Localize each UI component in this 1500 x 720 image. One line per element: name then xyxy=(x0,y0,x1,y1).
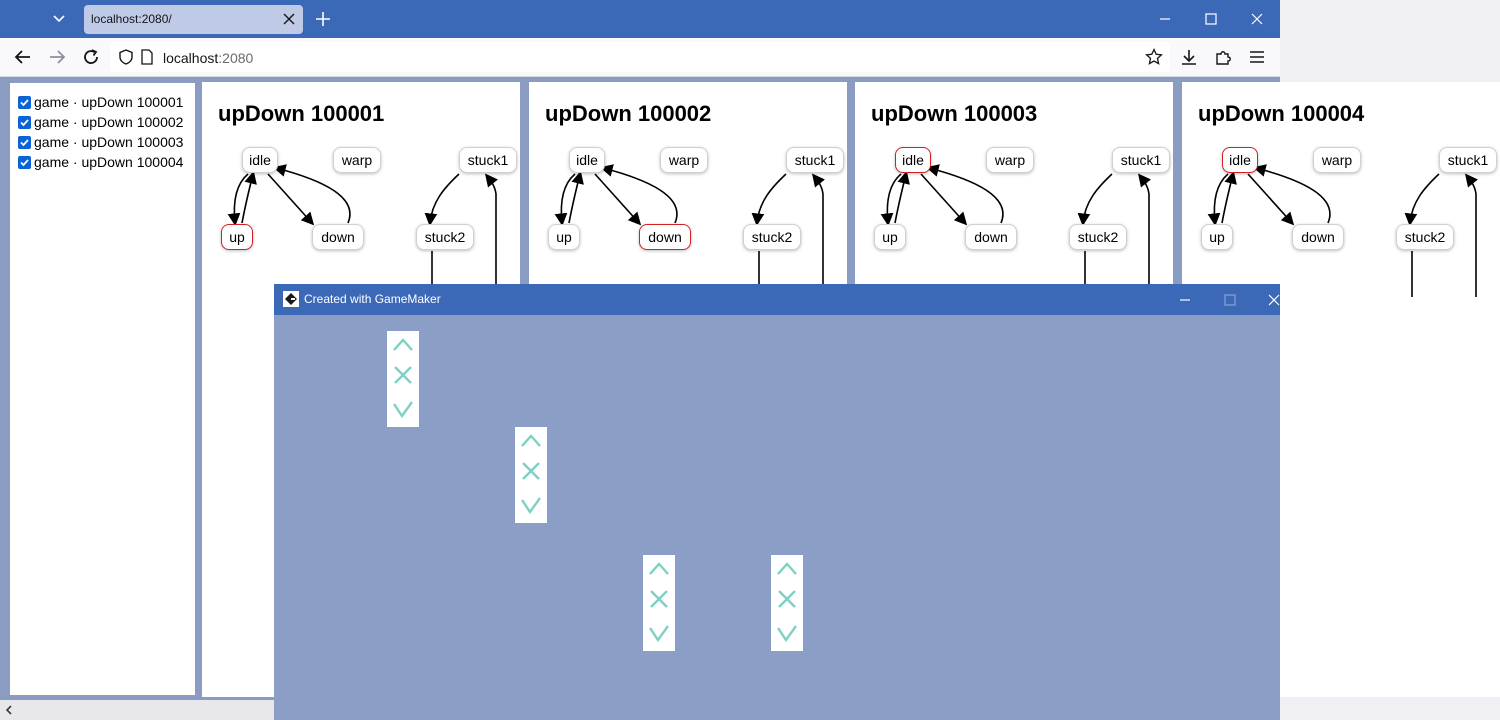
game-list-label: game · upDown 100003 xyxy=(34,134,184,150)
checkbox[interactable] xyxy=(18,136,31,149)
back-arrow-icon xyxy=(14,48,32,66)
shield-icon[interactable] xyxy=(118,49,134,65)
state-node-idle[interactable]: idle xyxy=(895,147,931,173)
edge-up-stuck1 xyxy=(814,176,823,297)
reload-icon xyxy=(82,48,100,66)
check-icon[interactable] xyxy=(391,397,415,421)
edge-up-idle xyxy=(895,174,906,223)
edge-idle-down xyxy=(921,174,965,223)
gm-close-button[interactable] xyxy=(1254,284,1294,315)
state-node-idle[interactable]: idle xyxy=(569,147,605,173)
edge-stuck1-stuck2 xyxy=(757,174,786,223)
edge-idle-up-1 xyxy=(561,174,575,223)
gm-maximize-button[interactable] xyxy=(1210,284,1250,315)
chevron-down-icon xyxy=(52,14,66,24)
minimize-button[interactable] xyxy=(1142,0,1188,38)
window-close-button[interactable] xyxy=(1234,0,1280,38)
x-icon[interactable] xyxy=(519,459,543,483)
maximize-icon xyxy=(1205,13,1217,25)
extensions-button[interactable] xyxy=(1208,42,1238,72)
state-node-down[interactable]: down xyxy=(639,224,691,250)
minimize-icon xyxy=(1159,13,1171,25)
forward-button[interactable] xyxy=(42,42,72,72)
gamemaker-logo-icon xyxy=(283,291,299,307)
nav-toolbar xyxy=(0,38,1280,77)
state-node-up[interactable]: up xyxy=(874,224,906,250)
caret-up-icon[interactable] xyxy=(519,429,543,453)
edge-up-stuck1 xyxy=(1140,176,1149,297)
x-icon[interactable] xyxy=(775,587,799,611)
game-list-item[interactable] xyxy=(18,153,183,171)
state-node-stuck2[interactable]: stuck2 xyxy=(416,224,474,250)
state-node-stuck2[interactable]: stuck2 xyxy=(1396,224,1454,250)
edge-idle-up-1 xyxy=(234,174,248,223)
control-column xyxy=(387,331,419,427)
close-icon[interactable] xyxy=(281,11,297,27)
download-icon xyxy=(1180,48,1198,66)
state-node-up[interactable]: up xyxy=(221,224,253,250)
browser-titlebar xyxy=(0,0,1280,38)
game-list-label: game · upDown 100002 xyxy=(34,114,184,130)
state-node-stuck1[interactable]: stuck1 xyxy=(786,147,844,173)
edge-idle-down xyxy=(268,174,312,223)
edge-stuck1-stuck2 xyxy=(1410,174,1439,223)
url-text[interactable] xyxy=(163,50,253,66)
caret-up-icon[interactable] xyxy=(775,557,799,581)
bookmark-button[interactable] xyxy=(1139,42,1169,72)
edge-up-stuck1 xyxy=(1467,176,1476,297)
state-node-idle[interactable]: idle xyxy=(242,147,278,173)
url-port: :2080 xyxy=(218,50,254,66)
forward-arrow-icon xyxy=(48,48,66,66)
horizontal-scrollbar[interactable] xyxy=(0,700,274,720)
edge-up-idle xyxy=(1222,174,1233,223)
x-icon[interactable] xyxy=(647,587,671,611)
edge-up-stuck1 xyxy=(487,176,496,297)
gamemaker-titlebar xyxy=(274,284,1280,315)
game-canvas[interactable] xyxy=(274,315,1280,720)
browser-tab[interactable] xyxy=(84,5,303,34)
control-column xyxy=(771,555,803,651)
menu-button[interactable] xyxy=(1242,42,1272,72)
control-column xyxy=(515,427,547,523)
checkbox[interactable] xyxy=(18,116,31,129)
game-list-label: game · upDown 100001 xyxy=(34,94,184,110)
panel-title: upDown 100004 xyxy=(1198,101,1365,126)
caret-up-icon[interactable] xyxy=(647,557,671,581)
edge-up-idle xyxy=(569,174,580,223)
url-bar[interactable] xyxy=(110,42,1170,72)
puzzle-icon xyxy=(1214,48,1232,66)
reload-button[interactable] xyxy=(76,42,106,72)
control-column xyxy=(643,555,675,651)
game-list-sidebar xyxy=(10,83,195,695)
minimize-icon xyxy=(1179,294,1191,306)
state-node-down[interactable]: down xyxy=(1292,224,1344,250)
state-node-idle[interactable]: idle xyxy=(1222,147,1258,173)
edge-up-idle xyxy=(242,174,253,223)
gm-minimize-button[interactable] xyxy=(1165,284,1205,315)
game-list-item[interactable] xyxy=(18,113,183,131)
state-node-warp[interactable]: warp xyxy=(986,147,1034,173)
state-node-warp[interactable]: warp xyxy=(1313,147,1361,173)
close-icon xyxy=(1251,13,1263,25)
edge-stuck1-stuck2 xyxy=(430,174,459,223)
maximize-icon xyxy=(1224,294,1236,306)
game-list-item[interactable] xyxy=(18,133,183,151)
check-icon[interactable] xyxy=(775,621,799,645)
edge-idle-down xyxy=(595,174,639,223)
star-icon xyxy=(1145,48,1163,66)
state-node-up[interactable]: up xyxy=(1201,224,1233,250)
close-icon xyxy=(1268,294,1280,306)
edge-stuck1-stuck2 xyxy=(1083,174,1112,223)
gamemaker-title: Created with GameMaker xyxy=(304,292,441,306)
check-icon[interactable] xyxy=(519,493,543,517)
edge-idle-up-1 xyxy=(887,174,901,223)
edge-idle-up-1 xyxy=(1214,174,1228,223)
game-list-item[interactable] xyxy=(18,93,183,111)
state-node-stuck1[interactable]: stuck1 xyxy=(1112,147,1170,173)
game-list-label: game · upDown 100004 xyxy=(34,154,184,170)
back-button[interactable] xyxy=(8,42,38,72)
scroll-left-icon[interactable] xyxy=(4,704,14,716)
checkmark-icon xyxy=(19,97,30,108)
checkbox[interactable] xyxy=(18,156,31,169)
panel-title: upDown 100002 xyxy=(545,101,712,126)
new-tab-icon[interactable] xyxy=(313,9,333,29)
gamemaker-window xyxy=(274,284,1280,720)
state-node-down[interactable]: down xyxy=(965,224,1017,250)
caret-up-icon[interactable] xyxy=(391,333,415,357)
downloads-button[interactable] xyxy=(1174,42,1204,72)
check-icon[interactable] xyxy=(647,621,671,645)
tab-title: localhost:2080/ xyxy=(91,12,172,26)
maximize-button[interactable] xyxy=(1188,0,1234,38)
panel-title: upDown 100001 xyxy=(218,101,385,126)
state-node-warp[interactable]: warp xyxy=(660,147,708,173)
edge-idle-down xyxy=(1248,174,1292,223)
panel-title: upDown 100003 xyxy=(871,101,1038,126)
page-icon[interactable] xyxy=(140,49,154,65)
state-node-down[interactable]: down xyxy=(312,224,364,250)
state-node-stuck2[interactable]: stuck2 xyxy=(743,224,801,250)
x-icon[interactable] xyxy=(391,363,415,387)
checkmark-icon xyxy=(19,117,30,128)
url-host: localhost xyxy=(163,50,219,66)
checkmark-icon xyxy=(19,137,30,148)
hamburger-icon xyxy=(1248,48,1266,66)
checkbox[interactable] xyxy=(18,96,31,109)
state-node-stuck2[interactable]: stuck2 xyxy=(1069,224,1127,250)
checkmark-icon xyxy=(19,157,30,168)
state-node-up[interactable]: up xyxy=(548,224,580,250)
state-node-warp[interactable]: warp xyxy=(333,147,381,173)
tab-list-button[interactable] xyxy=(42,4,76,34)
state-node-stuck1[interactable]: stuck1 xyxy=(1439,147,1497,173)
state-node-stuck1[interactable]: stuck1 xyxy=(459,147,517,173)
